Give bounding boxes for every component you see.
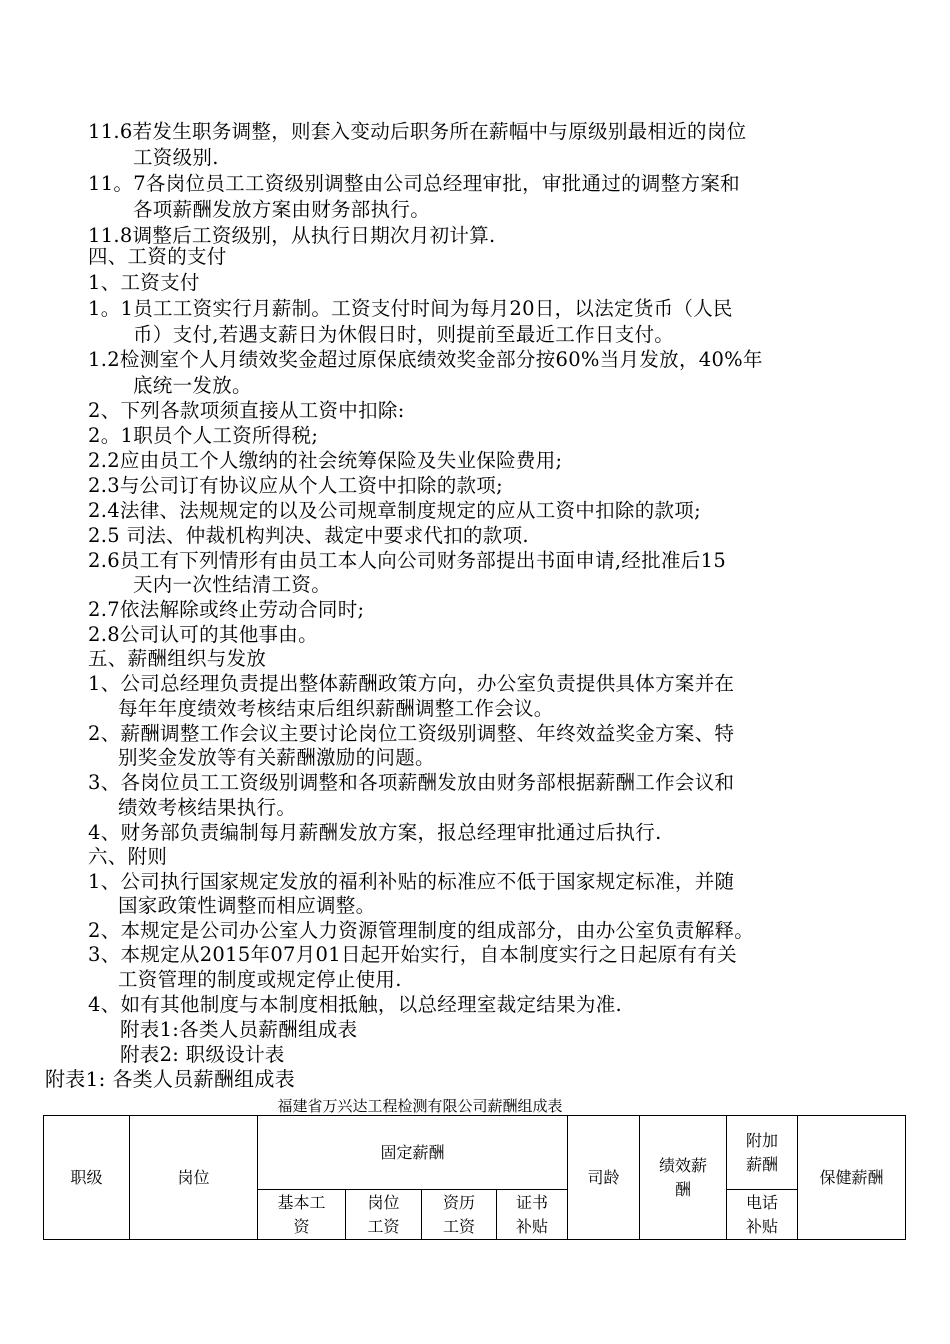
attachment-item: 附表1:各类人员薪酬组成表 xyxy=(120,1018,358,1041)
text-line: 国家政策性调整而相应调整。 xyxy=(118,894,376,917)
text-line: 1.2检测室个人月绩效奖金超过原保底绩效奖金部分按60%当月发放，40%年 xyxy=(88,348,763,371)
text-line: 币）支付,若遇支薪日为休假日时，则提前至最近工作日支付。 xyxy=(133,323,675,346)
attachment-heading: 附表1: 各类人员薪酬组成表 xyxy=(45,1067,296,1091)
text-line: 别奖金发放等有关薪酬激励的问题。 xyxy=(118,746,435,769)
text-line: 绩效考核结果执行。 xyxy=(118,796,297,819)
text-line: 2.2应由员工个人缴纳的社会统筹保险及失业保险费用; xyxy=(88,449,563,472)
text-line: 11。7各岗位员工工资级别调整由公司总经理审批，审批通过的调整方案和 xyxy=(88,172,740,195)
subsection-heading: 1、工资支付 xyxy=(88,271,200,294)
text-line: 2、薪酬调整工作会议主要讨论岗位工资级别调整、年终效益奖金方案、特 xyxy=(88,722,735,745)
text-line: 1、公司总经理负责提出整体薪酬政策方向，办公室负责提供具体方案并在 xyxy=(88,672,735,695)
table-caption: 福建省万兴达工程检测有限公司薪酬组成表 xyxy=(277,1097,563,1115)
text-line: 11.8调整后工资级别，从执行日期次月初计算. xyxy=(88,224,496,247)
header-phone-allowance: 电话补贴 xyxy=(727,1190,798,1240)
text-line: 天内一次性结清工资。 xyxy=(133,573,332,596)
section-heading: 五、薪酬组织与发放 xyxy=(88,647,267,670)
text-line: 11.6若发生职务调整，则套入变动后职务所在薪幅中与原级别最相近的岗位 xyxy=(88,120,747,143)
salary-composition-table xyxy=(43,1115,906,1240)
text-line: 2.7依法解除或终止劳动合同时; xyxy=(88,598,365,621)
text-line: 各项薪酬发放方案由财务部执行。 xyxy=(133,198,431,221)
header-seniority: 司龄 xyxy=(568,1116,640,1240)
text-line: 2.5 司法、仲裁机构判决、裁定中要求代扣的款项. xyxy=(88,524,529,547)
header-additional-pay: 附加薪酬 xyxy=(727,1116,798,1190)
text-line: 2.4法律、法规规定的以及公司规章制度规定的应从工资中扣除的款项; xyxy=(88,499,701,522)
header-certificate-allowance: 证书补贴 xyxy=(497,1190,568,1240)
attachment-item: 附表2: 职级设计表 xyxy=(120,1043,285,1066)
text-line: 每年年度绩效考核结束后组织薪酬调整工作会议。 xyxy=(118,697,554,720)
text-line: 2.3与公司订有协议应从个人工资中扣除的款项; xyxy=(88,474,503,497)
header-health-pay: 保健薪酬 xyxy=(798,1116,906,1240)
text-line: 工资管理的制度或规定停止使用. xyxy=(118,968,402,991)
header-post-salary: 岗位工资 xyxy=(346,1190,422,1240)
text-line: 2.6员工有下列情形有由员工本人向公司财务部提出书面申请,经批准后15 xyxy=(88,549,727,572)
subsection-heading: 2、下列各款项须直接从工资中扣除: xyxy=(88,399,405,422)
header-post: 岗位 xyxy=(130,1116,258,1240)
header-performance-pay: 绩效薪酬 xyxy=(640,1116,727,1240)
section-heading: 六、附则 xyxy=(88,845,168,868)
text-line: 3、各岗位员工工资级别调整和各项薪酬发放由财务部根据薪酬工作会议和 xyxy=(88,771,735,794)
text-line: 2.8公司认可的其他事由。 xyxy=(88,623,318,646)
text-line: 2、本规定是公司办公室人力资源管理制度的组成部分，由办公室负责解释。 xyxy=(88,919,755,942)
text-line: 工资级别. xyxy=(133,146,219,169)
text-line: 2。1职员个人工资所得税; xyxy=(88,424,319,447)
header-seniority-salary: 资历工资 xyxy=(422,1190,497,1240)
text-line: 3、本规定从2015年07月01日起开始实行，自本制度实行之日起原有有关 xyxy=(88,943,737,966)
text-line: 4、如有其他制度与本制度相抵触，以总经理室裁定结果为准. xyxy=(88,993,623,1016)
header-fixed-pay: 固定薪酬 xyxy=(258,1116,568,1190)
text-line: 1。1员工工资实行月薪制。工资支付时间为每月20日，以法定货币（人民 xyxy=(88,297,733,320)
header-rank: 职级 xyxy=(44,1116,130,1240)
section-heading: 四、工资的支付 xyxy=(88,245,227,268)
text-line: 底统一发放。 xyxy=(133,374,252,397)
text-line: 4、财务部负责编制每月薪酬发放方案，报总经理审批通过后执行. xyxy=(88,821,662,844)
text-line: 1、公司执行国家规定发放的福利补贴的标准应不低于国家规定标准，并随 xyxy=(88,870,735,893)
header-basic-salary: 基本工资 xyxy=(258,1190,346,1240)
